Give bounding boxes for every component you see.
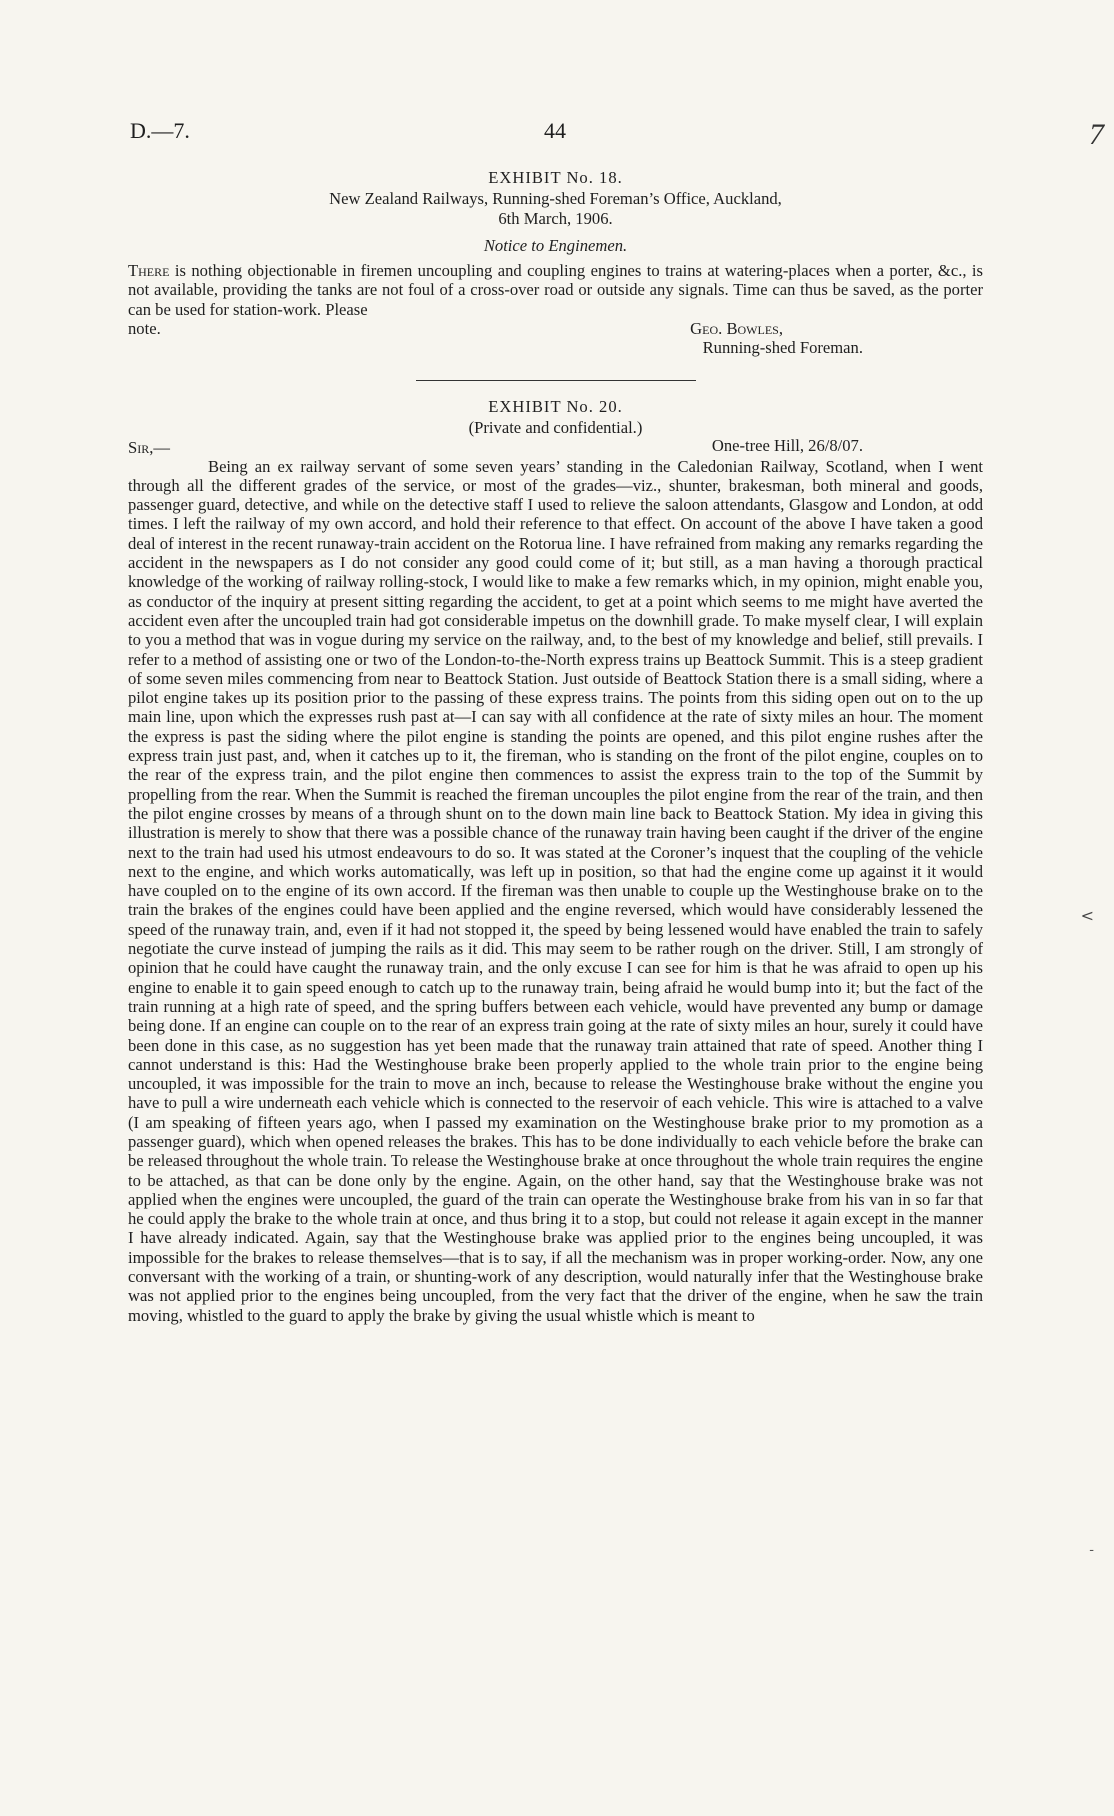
exhibit-18-date: 6th March, 1906. xyxy=(498,208,613,228)
exhibit-20-body: Being an ex railway servant of some seven years’ standing in the Caledonian Railway, Scotland, when I went through all the different grades of the service, or most of the grades—viz., shunter, brakesman, both mineral and goods, passenger guard, detective, and while on the detective staff I used to relieve the saloon attendants, Glasgow and London, at odd times. I left the railway of my own accord, and hold their reference to that effect. On account of the above I have taken a good deal of interest in the recent runaway-train accident on the Rotorua line. I have refrained from making any remarks regarding the accident in the newspapers as I do not consider any good could come of it; but still, as a man having a thorough practical knowledge of the working of railway rolling-stock, I would like to make a few remarks which, in my opinion, might enable you, as conductor of the inquiry at present sitting regarding the accident, to get at a point which seems to me might have averted the accident even after the uncoupled train had got considerable impetus on the downhill grade. To make myself clear, I will explain to you a method that was in vogue during my service on the railway, and, to the best of my knowledge and belief, still prevails. I refer to a method of assisting one or two of the London-to-the-North express trains up Beattock Summit. This is a steep gradient of some seven miles commencing from near to Beattock Station. Just outside of Beattock Station there is a small siding, where a pilot engine takes up its position prior to the passing of these express trains. The points from this siding open out on to the up main line, upon which the expresses rush past at—I can say with all confidence at the rate of sixty miles an hour. The moment the express is past the siding where the pilot engine is standing the points are opened, and this pilot engine rushes after the express train just past, and, when it catches up to it, the fireman, who is standing on the front of the pilot engine, couples on to the rear of the express train, and the pilot engine then commences to assist the express train to the top of the Summit by propelling from the rear. When the Summit is reached the fireman uncouples the pilot engine from the rear of the train, and then the pilot engine crosses by means of a through shunt on to the down main line back to Beattock Station. My idea in giving this illustration is merely to show that there was a possible chance of the runaway train having been caught if the driver of the engine next to the train had used his utmost endeavours to do so. It was stated at the Coroner’s inquest that the coupling of the vehicle next to the engine, and which works automatically, was left up in position, so that had the engine come up against it it would have coupled on to the engine of its own accord. If the fireman was then unable to couple up the Westinghouse brake on to the train the brakes of the engines could have been applied and the engine reversed, which would have considerably lessened the speed of the runaway train, and, even if it had not stopped it, the speed by being lessened would have enabled the train to safely negotiate the curve instead of jumping the rails as it did. This may seem to be rather rough on the driver. Still, I am strongly of opinion that he could have caught the runaway train, and the only excuse I can see for him is that he was afraid to open up his engine to enable it to gain speed enough to catch up to the runaway train, being afraid he would bump into it; but the fact of the train running at a high rate of speed, and the spring buffers between each vehicle, would have prevented any bump or damage being done. If an engine can couple on to the rear of an express train going at the rate of sixty miles an hour, surely it could have been done in this case, as no suggestion has yet been made that the runaway train attained that rate of speed. Another thing I cannot understand is this: Had the Westinghouse brake been properly applied to the whole train prior to the engine being uncoupled, it was impossible for the train to move an inch, because to release the Westinghouse brake without the engine you have to pull a wire underneath each vehicle which is connected to the reservoir of each vehicle. This wire is attached to a valve (I am speaking of fifteen years ago, when I passed my examination on the Westinghouse brake prior to my promotion as a passenger guard), which when opened releases the brakes. This has to be done individually to each vehicle before the brake can be released throughout the whole train. To release the Westinghouse brake at once throughout the whole train requires the engine to be attached, as that can be done only by the engine. Again, on the other hand, say that the Westinghouse brake was not applied when the engines were uncoupled, the guard of the train can operate the Westinghouse brake from his van in so far that he could apply the brake to the whole train at once, and thus bring it to a stop, but could not release it again except in the manner I have already indicated. Again, say that the Westinghouse brake was applied prior to the engines being uncoupled, it was impossible for the brakes to release themselves—that is to say, if all the mechanism was in proper working-order. Now, any one conversant with the working of a train, or shunting-work of any description, would naturally infer that the Westinghouse brake was not applied prior to the engines being uncoupled, from the very fact that the driver of the engine, when he saw the train moving, whistled to the guard to apply the brake by giving the usual whistle which is meant to xyxy=(128,456,983,1325)
exhibit-18-body-end: note. xyxy=(128,319,161,339)
exhibit-20-title: EXHIBIT No. 20. xyxy=(488,397,623,416)
document-reference: D.—7. xyxy=(130,118,190,143)
exhibit-18-title: EXHIBIT No. 18. xyxy=(488,168,623,187)
page-number: 44 xyxy=(544,118,566,143)
margin-mark: < xyxy=(1080,906,1094,925)
exhibit-18-address: New Zealand Railways, Running-shed Foreman’s Office, Auckland, xyxy=(329,189,782,209)
signature-title: Running-shed Foreman. xyxy=(702,338,863,358)
exhibit-18-body xyxy=(128,261,983,319)
place-and-date: One-tree Hill, 26/8/07. xyxy=(711,435,863,455)
salutation: Sir,— xyxy=(128,437,170,457)
margin-mark-lower: - xyxy=(1089,1542,1094,1558)
handwritten-page-mark: 7 xyxy=(1089,118,1104,151)
letter-salutation-row xyxy=(128,435,983,457)
exhibit-20-subtitle: (Private and confidential.) xyxy=(468,418,643,438)
running-header xyxy=(130,118,980,148)
exhibit-18-body-text: is nothing objectionable in firemen uncoupling and coupling engines to trains at watering-places when a porter, &c., is not available, providing the tanks are not foul of a cross-over road or outside any signals. Time can thus be saved, as the porter can be used for station-work. Please xyxy=(128,261,983,319)
exhibit-18-first-word: There xyxy=(128,261,170,281)
notice-title: Notice to Enginemen. xyxy=(483,235,628,255)
exhibit-18 xyxy=(128,168,983,407)
exhibit-18-signature-row xyxy=(128,319,983,338)
signature-name: Geo. Bowles, xyxy=(690,319,783,339)
exhibit-20 xyxy=(128,397,983,1325)
section-divider xyxy=(416,380,696,381)
